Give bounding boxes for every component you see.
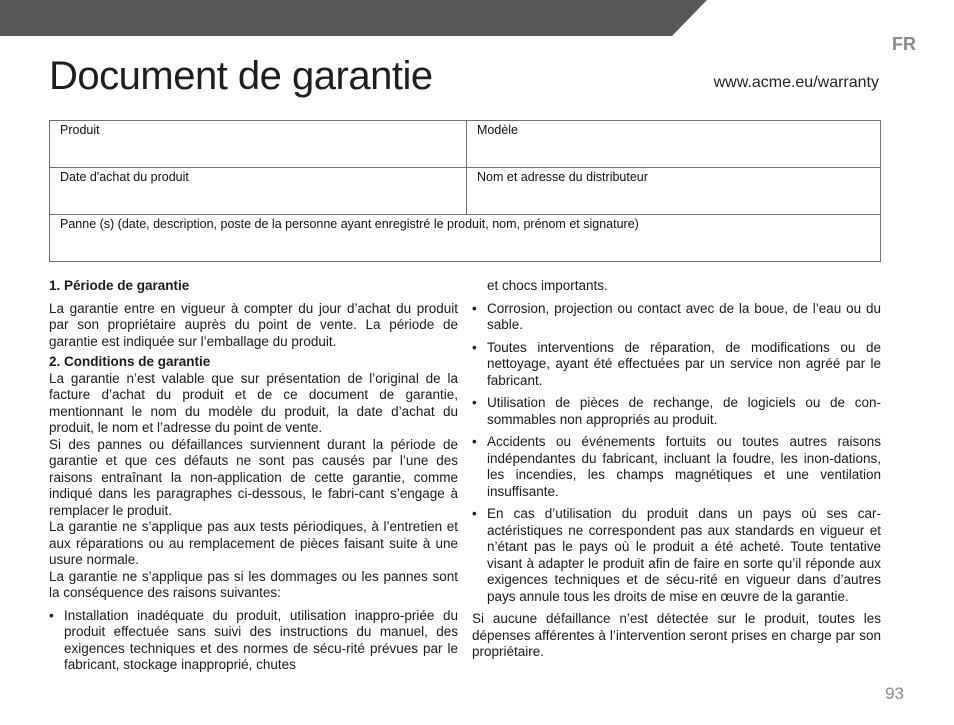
list-item bbox=[472, 506, 881, 605]
model-label: Modèle bbox=[477, 123, 518, 137]
purchase-date-field[interactable] bbox=[50, 168, 467, 215]
closing-paragraph: Si aucune défaillance n’est détectée sur le produit, toutes les dépenses afférentes à l’intervention seront prises en charge par son propriétaire. bbox=[472, 611, 881, 659]
list-item bbox=[472, 340, 881, 390]
section2-heading: 2. Conditions de garantie bbox=[49, 354, 211, 369]
bullet-icon: • bbox=[472, 506, 477, 521]
section2-paragraph-1: La garantie n’est valable que sur présentation de l’original de la facture d’achat du produit et de ce document de garantie, mentionnant le nom du modèle du produit, la date d’achat du produit, le nom et l’adresse du point de vente. bbox=[49, 370, 458, 435]
warranty-form-table bbox=[49, 120, 881, 262]
section1-text: La garantie entre en vigueur à compter du jour d’achat du produit par son propriétaire auprès du point de vente. La période de garantie est indiquée sur l’emballage du produit. bbox=[49, 300, 458, 349]
page-title: Document de garantie bbox=[49, 54, 433, 98]
right-column bbox=[472, 278, 881, 661]
fault-field[interactable] bbox=[50, 215, 881, 262]
distributor-field[interactable] bbox=[467, 168, 881, 215]
distributor-label: Nom et adresse du distributeur bbox=[477, 170, 648, 184]
left-column bbox=[49, 278, 458, 680]
purchase-date-label: Date d'achat du produit bbox=[60, 170, 189, 184]
list-item-text: Corrosion, projection ou contact avec de la boue, de l’eau ou du sable. bbox=[487, 300, 881, 332]
model-field[interactable] bbox=[467, 121, 881, 168]
list-item-text: Toutes interventions de réparation, de modifications ou de nettoyage, ayant été effectuées par un service non agréé par le fabricant. bbox=[487, 339, 881, 388]
list-item-text: Utilisation de pièces de rechange, de logiciels ou de con-sommables non appropriés au produit. bbox=[487, 395, 881, 427]
exclusions-list-right bbox=[472, 301, 881, 606]
list-item-text: Accidents ou événements fortuits ou toutes autres raisons indépendantes du fabricant, incluant la foudre, les inon-dations, les incendies, les champs magnétiques et une ventilation insuffisante. bbox=[487, 434, 881, 499]
list-item bbox=[472, 434, 881, 500]
list-item-text: En cas d’utilisation du produit dans un pays où ses car-actéristiques ne correspondent pas aux standards en vigueur et n’étant pas le pays où le produit a été acheté. Toute tentative visant à adapter le produit afin de faire en sorte qu’il réponde aux exigences techniques et de sécu-rité en vigueur dans d’autres pays annule tous les droits de mise en œuvre de la garantie. bbox=[487, 506, 881, 604]
product-field[interactable] bbox=[50, 121, 467, 168]
warranty-url[interactable]: www.acme.eu/warranty bbox=[713, 74, 879, 91]
section2-paragraph-4: La garantie ne s’applique pas si les dommages ou les pannes sont la conséquence des raisons suivantes: bbox=[49, 568, 458, 600]
bullet-icon: • bbox=[472, 300, 477, 316]
list-item-text: Installation inadéquate du produit, utilisation inappro-priée du produit effectuée sans suivi des instructions du manuel, des exigences techniques et des normes de sécu-rité prévues par le fabricant, stockage inapproprié, chutes bbox=[64, 607, 458, 672]
bullet-icon: • bbox=[472, 434, 477, 449]
list-item bbox=[49, 608, 458, 674]
section1-heading: 1. Période de garantie bbox=[49, 278, 190, 293]
header-banner bbox=[0, 0, 954, 36]
list-item-continuation: et chocs importants. bbox=[487, 278, 608, 293]
bullet-icon: • bbox=[472, 339, 477, 355]
bullet-icon: • bbox=[49, 607, 54, 623]
section2-paragraph-2: Si des pannes ou défaillances surviennent durant la période de garantie et que ces défauts ne sont pas causés par l’une des raisons entraînant la non-application de cette garantie, comme indiqué dans les paragraphes ci-dessous, le fabri-cant s’engage à remplacer le produit. bbox=[49, 436, 458, 518]
exclusions-list-left bbox=[49, 608, 458, 674]
list-item bbox=[472, 301, 881, 334]
page-number: 93 bbox=[885, 684, 904, 703]
bullet-icon: • bbox=[472, 395, 477, 410]
list-item bbox=[472, 395, 881, 428]
product-label: Produit bbox=[60, 123, 100, 137]
section2-paragraph-3: La garantie ne s’applique pas aux tests périodiques, à l’entretien et aux réparations ou au remplacement de pièces faisant suite à une usure normale. bbox=[49, 519, 458, 567]
fault-label: Panne (s) (date, description, poste de la personne ayant enregistré le produit, nom, prénom et signature) bbox=[60, 217, 639, 231]
language-label: FR bbox=[892, 34, 916, 54]
